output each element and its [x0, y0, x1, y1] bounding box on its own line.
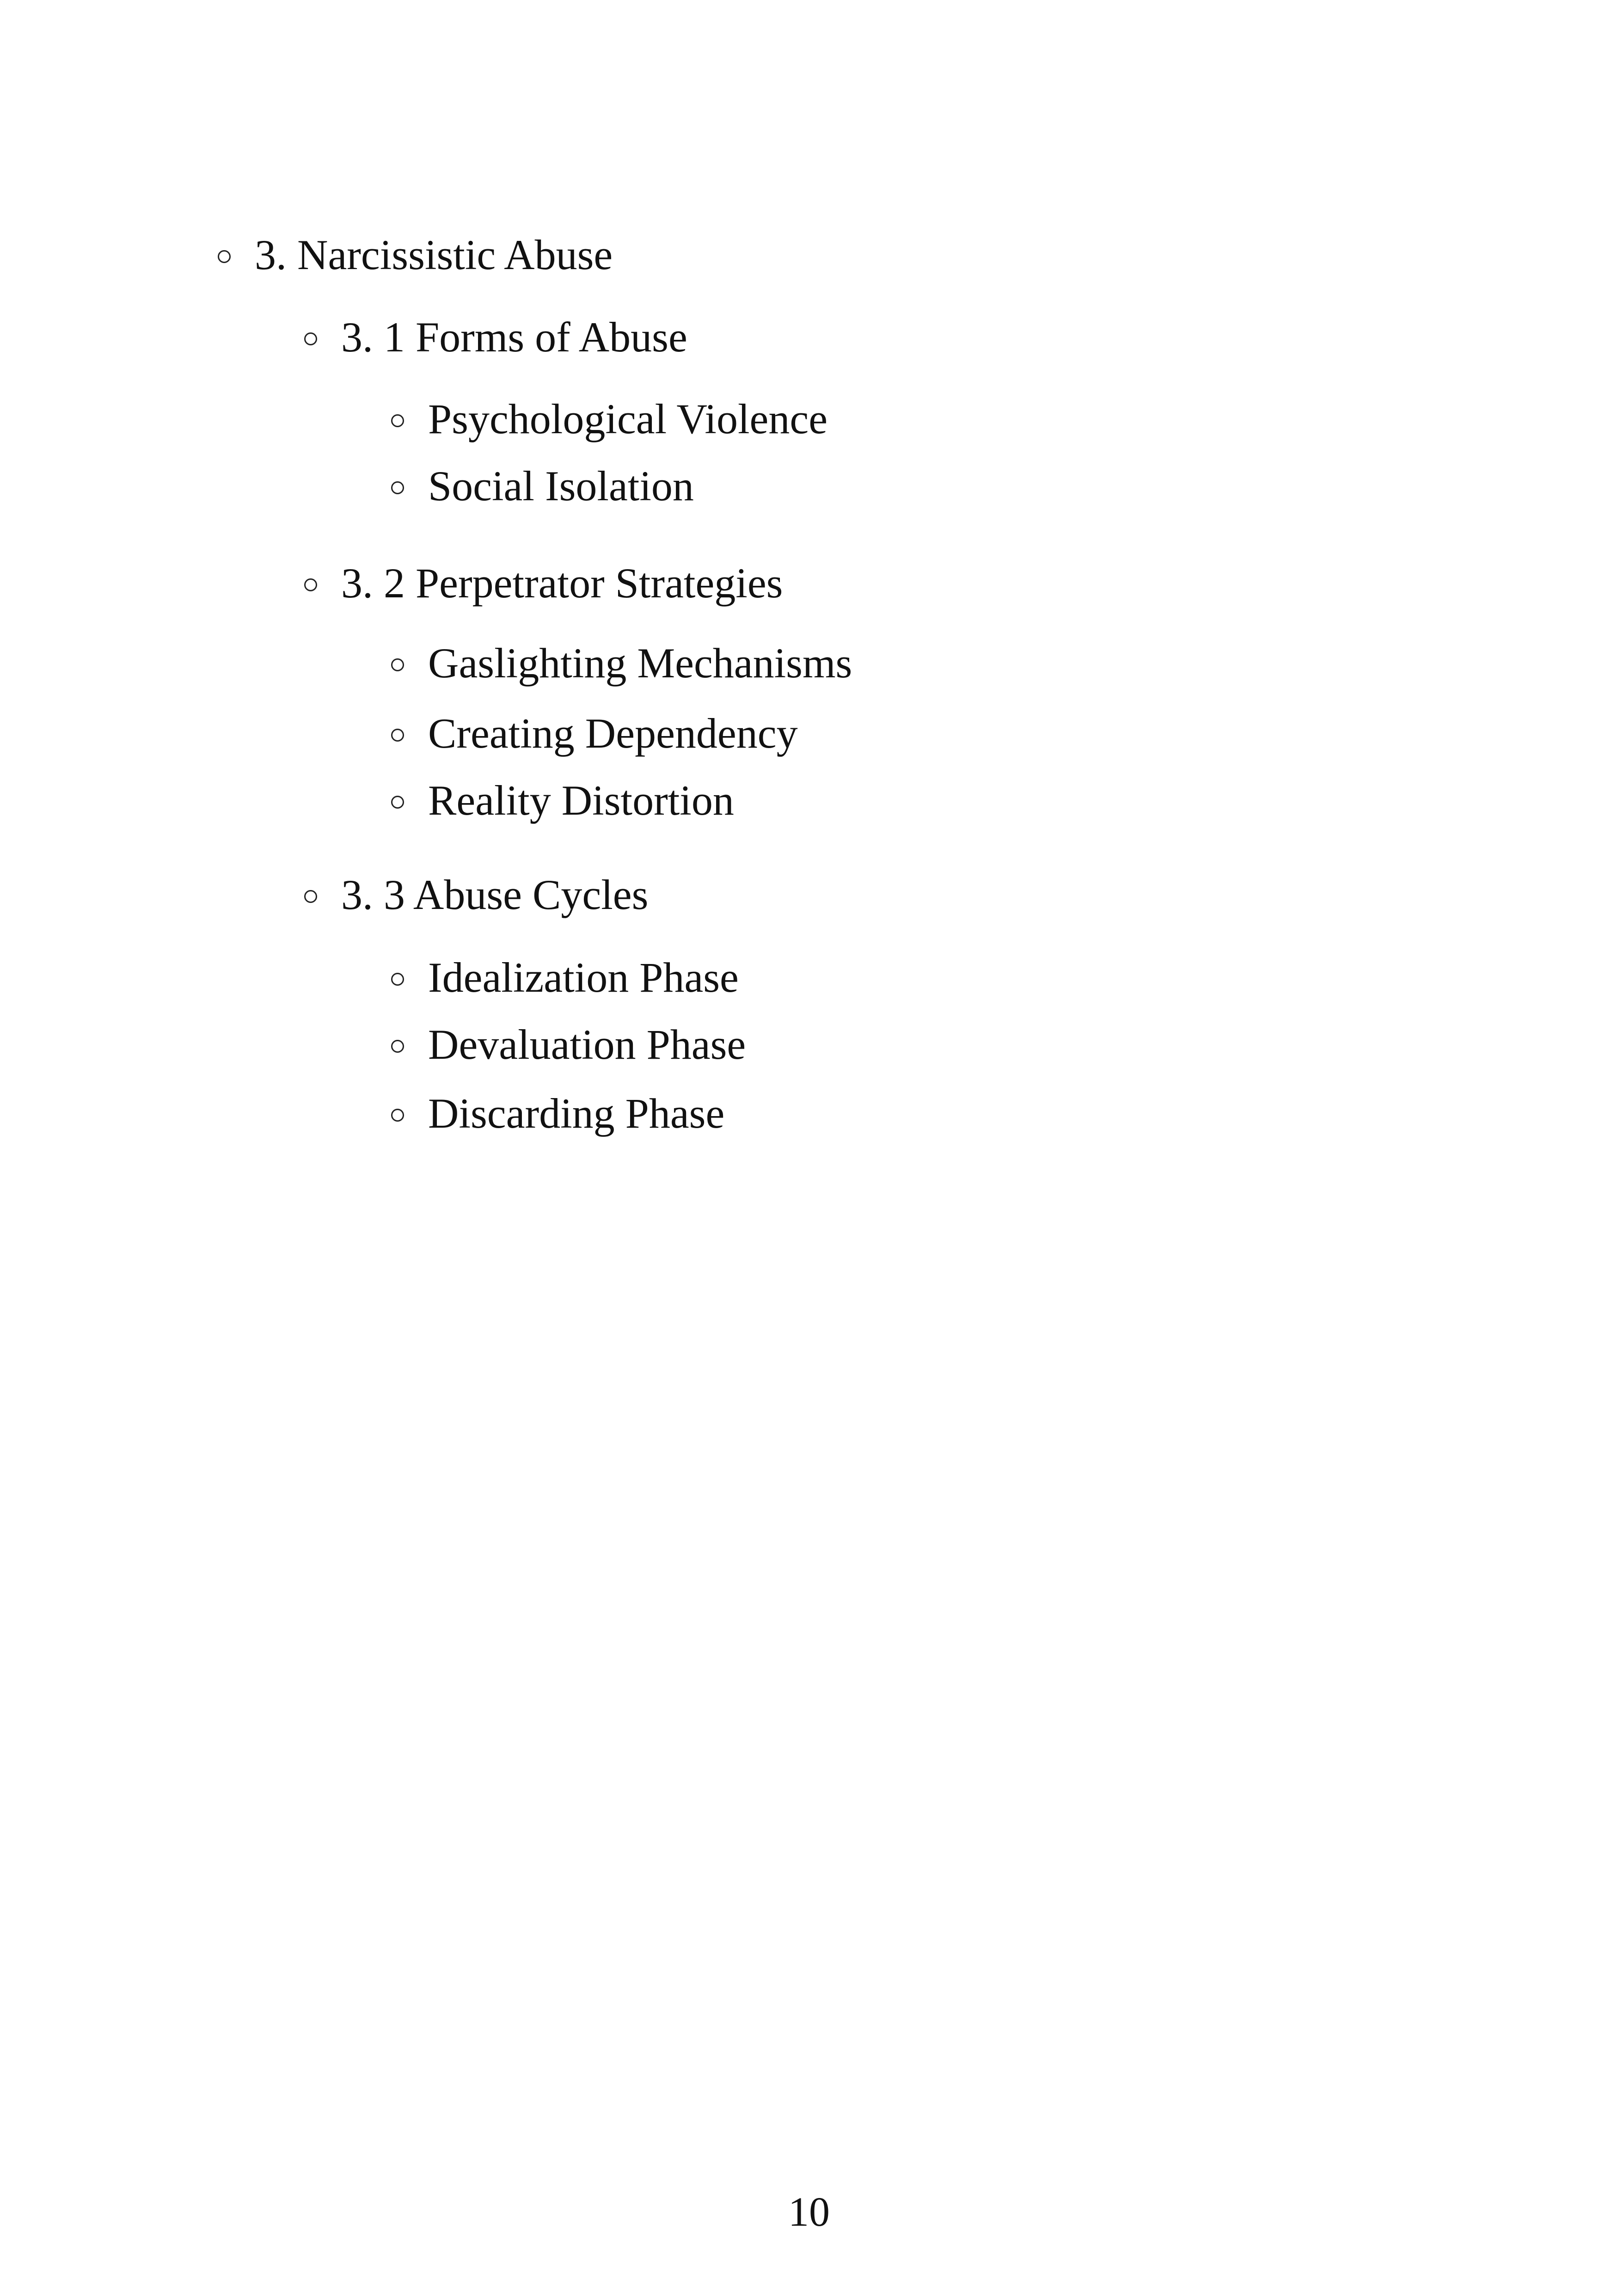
hollow-bullet-icon [391, 414, 404, 427]
outline-item-label: Creating Dependency [428, 710, 798, 757]
hollow-bullet-icon [391, 658, 404, 671]
outline-item [391, 779, 734, 822]
hollow-bullet-icon [218, 250, 231, 263]
outline-item-label: Gaslighting Mechanisms [428, 639, 852, 687]
outline-item-label: Discarding Phase [428, 1090, 725, 1137]
subsection-title: 3. 2 Perpetrator Strategies [341, 559, 783, 607]
hollow-bullet-icon [391, 729, 404, 742]
hollow-bullet-icon [391, 1109, 404, 1122]
subsection-title: 3. 3 Abuse Cycles [341, 871, 649, 918]
hollow-bullet-icon [391, 973, 404, 986]
subsection-title: 3. 1 Forms of Abuse [341, 313, 687, 361]
outline-item-label: Psychological Violence [428, 395, 828, 442]
outline-item-label: Devaluation Phase [428, 1021, 746, 1068]
outline-item-label: Reality Distortion [428, 777, 734, 824]
page-number: 10 [788, 2189, 830, 2235]
outline-item [391, 462, 694, 510]
outline-item [391, 712, 798, 755]
hollow-bullet-icon [391, 481, 404, 494]
outline-item [391, 395, 828, 442]
hollow-bullet-icon [391, 1040, 404, 1053]
outline-item [391, 956, 739, 999]
hollow-bullet-icon [304, 578, 317, 591]
outline-item [391, 639, 852, 687]
outline-section [218, 233, 613, 276]
hollow-bullet-icon [304, 890, 317, 903]
outline-item [391, 1023, 746, 1066]
section-title: 3. Narcissistic Abuse [255, 231, 613, 278]
outline-item-label: Idealization Phase [428, 954, 739, 1001]
outline-subsection [304, 313, 687, 361]
outline-item-label: Social Isolation [428, 462, 694, 510]
outline-subsection [304, 559, 783, 607]
outline-item [391, 1092, 724, 1135]
hollow-bullet-icon [391, 796, 404, 809]
outline-subsection [304, 873, 648, 916]
hollow-bullet-icon [304, 332, 317, 345]
